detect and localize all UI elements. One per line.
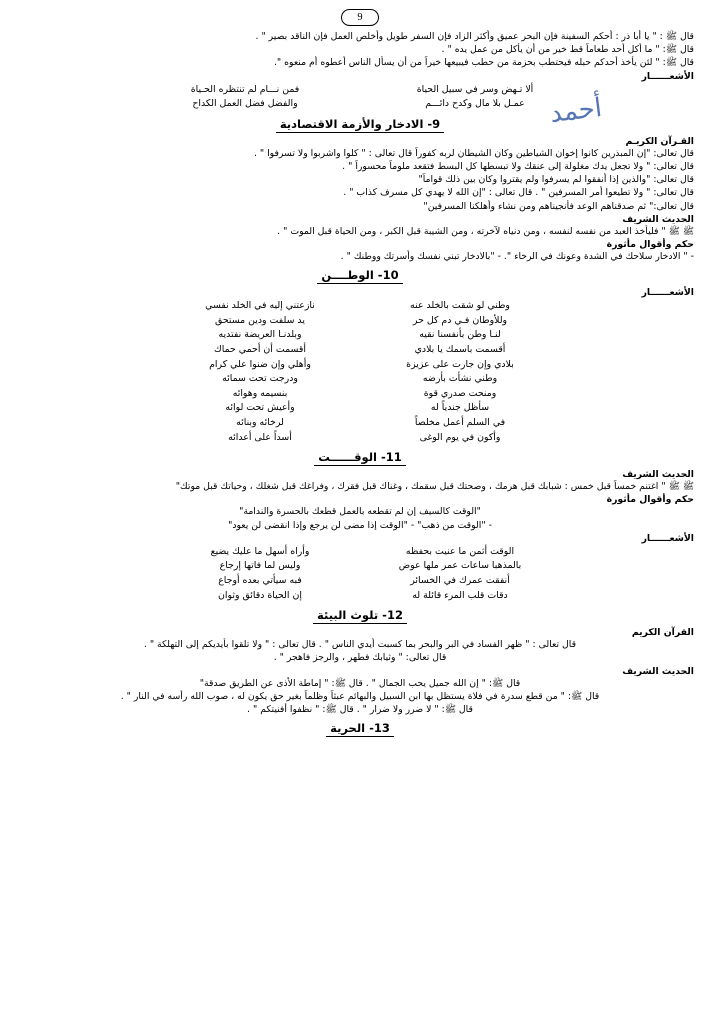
section-heading-12 [26,608,694,624]
poem-row [160,358,560,373]
poem-hemistich-left: يد سلفت ودين مستحق [215,314,305,326]
poem-row [160,401,560,416]
quran-line: قال تعالى: " وثيابك فطهر ، والرجز فاهجر " . [273,652,447,664]
poem-hemistich-left: أقسمت أن أحمي حماك [214,344,306,355]
poem-hemistich-right: دقات قلب المرء قائلة له [412,589,508,601]
poem-hemistich-left: وأهلي وإن ضنوا علي كرام [209,358,311,370]
hadith-line: قال ﷺ: " من قطع سدرة في فلاة يستظل بها ابن السبيل والبهائم عبثاً وظلماً بغير حق يكون له ، صوب الله رأسه في النار " . [120,690,600,702]
hadith-label: الحديث الشريف [622,213,694,225]
quran-line: قال تعالى: "إن المبذرين كانوا إخوان الشياطين وكان الشيطان لربه كفوراً قال تعالى : " كلوا واشربوا ولا تسرفوا " . [253,147,694,159]
document-content [0,26,720,737]
poem-hemistich-left: فبه سيأتي بعده أوجاع [218,574,302,586]
poem-hemistich-left: ودرجت تحت سمائه [222,373,298,385]
hadith-label: الحديث الشريف [622,665,694,677]
poem-row [160,589,560,604]
poem-hemistich-right: أنفقت عمرك في الخسائر [410,574,510,586]
poem-hemistich-right: ومنحت صدري قوة [423,387,497,399]
hadith-line: ﷺ ﷺ " فليأخذ العبد من نفسه لنفسه ، ومن دنياه لآخرته ، ومن الشيبة قبل الكبر ، ومن الحياة قبل الموت " . [277,225,694,237]
quran-line: قال تعالى: " ولا تجعل يدك مغلولة إلى عنقك ولا تبسطها كل البسط فتقعد ملوماً محسوراً " . [342,161,694,172]
poem-hemistich-left: والفضل فضل العمل الكداح [192,98,298,110]
poem-hemistich-right: وأكون في يوم الوغى [419,431,501,443]
poem-row [130,83,590,98]
wisdom-label: حكم وأقوال مأثورة [606,239,694,251]
poem-hemistich-right: في السلم أعمل مخلصاً [414,416,506,428]
section-title: 9- الادخار والأزمة الاقتصادية [276,117,444,133]
poem-hemistich-right: وطني نشأت بأرضه [422,373,498,385]
section-heading-10 [26,268,694,284]
poem-row [130,97,590,112]
quran-label: القـرآن الكريـم [625,135,694,147]
poem-hemistich-left: وأعيش تحت لوائه [225,402,295,414]
wisdom-line: - " الادخار سلاحك في الشدة وعونك في الرخاء ". - "بالادخار تبني نفسك وأسرتك ووطنك " . [340,251,694,263]
poem-hemistich-left: إن الحياة دقائق وثوان [218,589,302,601]
poem-hemistich-right: بلادي وإن جارت على عزيزة [406,358,514,370]
poem-row [160,387,560,402]
poem-hemistich-right: لنـا وطن بأنفسنا نقيه [419,329,501,341]
section-title: 11- الوقــــــت [314,450,406,466]
poem-hemistich-left: بنسيمه وهوائه [232,387,288,399]
page-number-wrap [0,0,720,26]
poem-label: الأشعــــــار [641,287,694,299]
poem-row [160,545,560,560]
section-title: 13- الحرية [326,721,394,737]
section-heading-11 [26,450,694,466]
poem-hemistich-right: ألا تـهض وسر في سبيل الحياة [416,83,534,95]
poem-row [160,431,560,446]
wisdom-line: - "الوقت من ذهب" - "الوقت إذا مضى لن يرجع وإذا انقضى لن يعود" [228,519,492,531]
poem-hemistich-right: وللأوطان فـي دم كل حر [412,314,508,326]
section-heading-9 [26,117,694,133]
quran-line: قال تعالى: " ولا تطيعوا أمر المسرفين " . قال تعالى : "إن الله لا يهدي كل مسرف كذاب " . [343,187,694,199]
poem-hemistich-right: أقسمت باسمك يا بلادي [414,344,506,355]
signature-text: أحمد [548,92,604,130]
poem-hemistich-right: بالمذهبا ساعات عمر ملها عوض [398,560,522,572]
poem-label: الأشعــــــار [641,532,694,544]
poem-row [160,299,560,314]
poem-hemistich-right: سأظل جندياً له [430,402,490,414]
poem-hemistich-right: عمـل بلا مال وكدح دائـــم [425,98,525,110]
poem-row [160,559,560,574]
poem-hemistich-left: وبلدنـا العريضة نفتديه [218,329,302,341]
page-number: 9 [341,9,379,26]
poem-block-watan [160,299,560,445]
poem-row [160,328,560,343]
poem-label: الأشعــــــار [641,70,694,82]
section-heading-13 [26,721,694,737]
quran-line: قال تعالى : " ظهر الفساد في البر والبحر بما كسبت أيدي الناس " . قال تعالى : " ولا تلقوا بأيديكم إلى التهلكة " . [143,639,577,651]
poem-block-intro [130,83,590,112]
poem-hemistich-right: الوقت أثمن ما عنيت بحفظه [405,545,515,557]
poem-hemistich-left: نازعتني إليه في الخلد نفسي [205,300,315,312]
poem-row [160,416,560,431]
poem-row [160,372,560,387]
hadith-line: قال ﷺ: " ما أكل أحد طعاماً قط خير من أن يأكل من عمل يده " . [441,44,694,56]
poem-block-waqt [160,545,560,603]
hadith-line: قال ﷺ: " إن الله جميل يحب الجمال " . قال ﷺ: " إماطة الأذى عن الطريق صدقة" [199,677,521,689]
poem-row [160,314,560,329]
hadith-line: ﷺ ﷺ " اغتنم خمساً قبل خمس : شبابك قبل هرمك ، وصحتك قبل سقمك ، وغناك قبل فقرك ، وفراغك قبل شغلك ، وحياتك قبل موتك" [175,481,694,493]
poem-hemistich-left: أسداً على أعدائه [228,431,292,443]
wisdom-label: حكم وأقوال مأثورة [606,494,694,506]
quran-line: قال تعالى:" ثم صدقناهم الوعد فأنجيناهم ومن نشاء وأهلكنا المسرفين" [423,200,694,212]
section-title: 12- تلوث البيئة [313,608,407,624]
poem-hemistich-left: فمن نـــام لم تنتظره الحـياة [190,83,300,95]
poem-hemistich-right: وطني لو شقت بالخلد عنه [410,300,510,312]
hadith-label: الحديث الشريف [622,469,694,481]
poem-row [160,574,560,589]
section-title: 10- الوطــــن [317,268,402,284]
wisdom-line: "الوقت كالسيف إن لم تقطعه بالعمل قطعك بالحسرة والندامة" [239,506,481,518]
poem-hemistich-left: وأراه أسهل ما عليك يضيع [210,545,310,557]
poem-row [160,343,560,358]
hadith-line: قال ﷺ: " لا ضرر ولا ضرار " . قال ﷺ: " نظفوا أفنيتكم " . [247,703,473,715]
top-hadith-block [26,30,694,70]
quran-line: قال تعالى: "والذين إذا أنفقوا لم يسرفوا ولم يقتروا وكان بين ذلك قواماً" [418,174,694,186]
poem-hemistich-left: وليس لما فاتها إرجاع [219,560,301,572]
quran-label: القرآن الكريم [631,627,694,639]
poem-hemistich-left: لرخائه وبنائه [236,416,284,428]
hadith-line: قال ﷺ: " لئن يأخذ أحدكم حبله فيحتطب بحزمة من حطب فيبيعها خيراً من أن يسأل الناس أعطوه أم منعوه ". [273,57,694,69]
hadith-line: قال ﷺ : " يا أبا ذر : أحكم السفينة فإن البحر عميق وأكثر الزاد فإن السفر طويل وأخلص العمل فإن الناقد بصير " . [255,31,694,42]
